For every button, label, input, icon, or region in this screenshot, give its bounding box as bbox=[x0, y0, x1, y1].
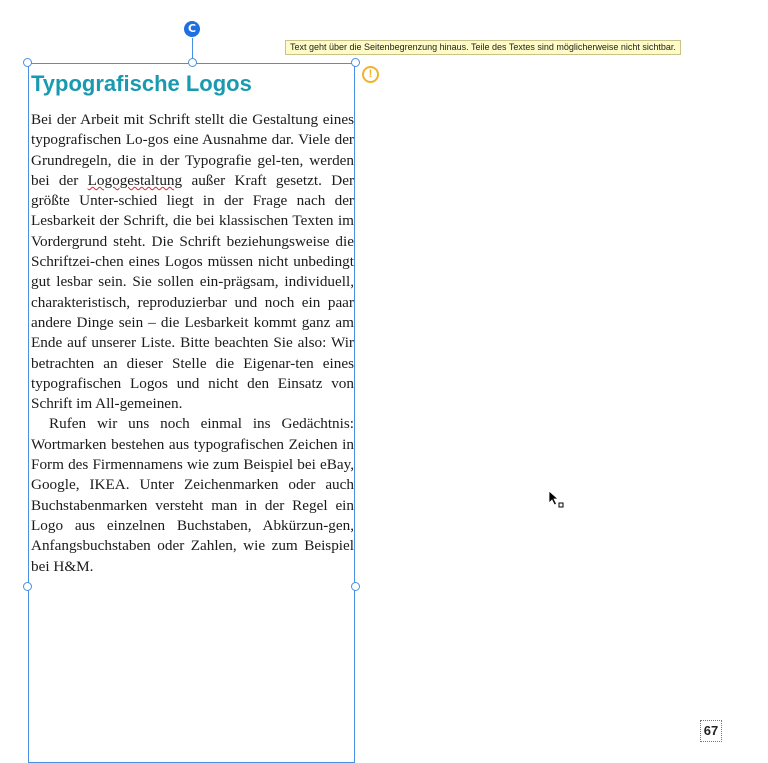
mouse-cursor-icon bbox=[548, 490, 566, 510]
misspelled-word: Logogestaltung bbox=[87, 171, 183, 189]
article-heading: Typografische Logos bbox=[31, 71, 252, 96]
paragraph-1-part-b: außer Kraft gesetzt. Der größte Unter-schied liegt in der Frage nach der Lesbarkeit der Schrift, die bei klassischen Texten im Vordergrund steht. Die Schrift beziehungsweise die Schriftzei-chen eines Logos müssen nicht unbedingt gut lesbar sein. Sie sollen ein-prägsam, individuell, charakteristisch, reproduzierbar und noch ein paar andere Dinge sein – die Lesbarkeit kommt ganz am Ende auf unserer Liste. Bitte beachten Sie also: Wir betrachten an dieser Stelle die Eigenar-ten eines typografischen Logos und nicht den Einsatz von Schrift im All-gemeinen. bbox=[31, 171, 354, 413]
overset-tooltip: Text geht über die Seitenbegrenzung hinaus. Teile des Textes sind möglicherweise nicht sichtbar. bbox=[285, 40, 681, 55]
handle-top-right[interactable] bbox=[351, 58, 360, 67]
page-number: 67 bbox=[700, 720, 722, 742]
paragraph-1 bbox=[31, 110, 354, 414]
rotate-handle-icon[interactable]: C bbox=[184, 21, 200, 37]
paragraph-2: Rufen wir uns noch einmal ins Gedächtnis: Wortmarken bestehen aus typografischen Zeichen in Form des Firmennamens wie zum Beispiel bei eBay, Google, IKEA. Unter Zeichenmarken oder auch Buchstabenmarken versteht man in der Regel ein Logo aus einzelnen Buchstaben, Abkürzun-gen, Anfangsbuchstaben oder Zahlen, wie zum Beispiel bei H&M. bbox=[31, 415, 354, 575]
warning-icon[interactable]: ! bbox=[362, 66, 379, 83]
handle-top-center[interactable] bbox=[188, 58, 197, 67]
handle-middle-left[interactable] bbox=[23, 582, 32, 591]
handle-top-left[interactable] bbox=[23, 58, 32, 67]
handle-middle-right[interactable] bbox=[351, 582, 360, 591]
text-content[interactable] bbox=[31, 70, 354, 577]
paragraph-1-part-a: Bei der Arbeit mit Schrift stellt die Gestaltung eines typografischen Lo-gos eine Ausnahme dar. Viele der Grundregeln, die in der Typografie gel-ten, werden bei der bbox=[31, 111, 354, 189]
